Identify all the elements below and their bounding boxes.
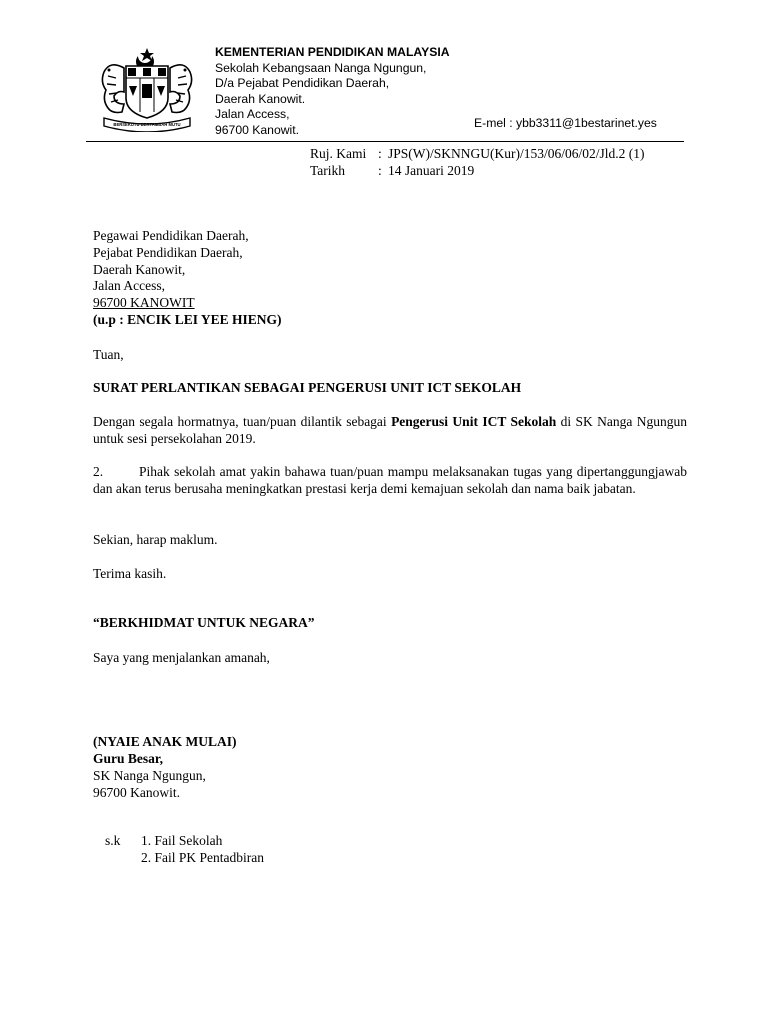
cc-item: 2. Fail PK Pentadbiran	[141, 850, 264, 865]
letterhead	[215, 45, 450, 139]
recipient-postcode: 96700 KANOWIT	[93, 295, 195, 311]
date-colon: :	[378, 163, 382, 178]
closing-notice: Sekian, harap maklum.	[93, 532, 218, 547]
cc-spacer	[105, 849, 141, 866]
crest-motto: BERSEKUTU BERTAMBAH MUTU	[113, 122, 181, 127]
slogan: “BERKHIDMAT UNTUK NEGARA”	[93, 615, 315, 630]
date-label: Tarikh	[310, 163, 346, 178]
para1-text: Dengan segala hormatnya, tuan/puan dilantik sebagai	[93, 414, 392, 429]
salutation: Tuan,	[93, 347, 124, 362]
address-line: Daerah Kanowit.	[215, 91, 306, 106]
ministry-name: KEMENTERIAN PENDIDIKAN MALAYSIA	[215, 45, 450, 59]
signatory-name: (NYAIE ANAK MULAI)	[93, 734, 237, 749]
letter-subject: SURAT PERLANTIKAN SEBAGAI PENGERUSI UNIT ICT SEKOLAH	[93, 380, 522, 395]
copy-to-block	[105, 832, 264, 866]
para2-text: Pihak sekolah amat yakin bahawa tuan/puan mampu melaksanakan tugas yang dipertanggungjawab dan akan terus berusaha meningkatkan prestasi kerja demi kemajuan sekolah dan nama baik jabatan.	[93, 464, 687, 496]
signatory-school: SK Nanga Ngungun,	[93, 768, 206, 783]
closing-thanks: Terima kasih.	[93, 566, 167, 581]
header-divider	[86, 141, 684, 142]
recipient-address	[93, 228, 282, 329]
recipient-line: Pegawai Pendidikan Daerah,	[93, 228, 249, 243]
recipient-line: Jalan Access,	[93, 278, 165, 294]
address-line: 96700 Kanowit.	[215, 122, 300, 137]
trust-line: Saya yang menjalankan amanah,	[93, 650, 270, 665]
address-line: Sekolah Kebangsaan Nanga Ngungun,	[215, 60, 427, 75]
reference-number: JPS(W)/SKNNGU(Kur)/153/06/06/02/Jld.2 (1)	[388, 146, 645, 161]
attention-line: (u.p : ENCIK LEI YEE HIENG)	[93, 311, 282, 327]
reference-label: Ruj. Kami	[310, 146, 367, 161]
appointment-role: Pengerusi Unit ICT Sekolah	[391, 414, 557, 429]
signature-block	[93, 733, 237, 801]
reference-block	[310, 145, 645, 179]
letter-date: 14 Januari 2019	[388, 163, 475, 178]
address-line: D/a Pejabat Pendidikan Daerah,	[215, 76, 390, 91]
recipient-line: Pejabat Pendidikan Daerah,	[93, 244, 243, 260]
cc-item: 1. Fail Sekolah	[141, 833, 223, 848]
cc-label: s.k	[105, 833, 121, 848]
paragraph-number: 2.	[93, 464, 104, 479]
email-address: E-mel : ybb3311@1bestarinet.yes	[474, 116, 657, 130]
coat-of-arms-icon	[92, 46, 202, 132]
para1-text-end: di SK Nanga Ngungun untuk sesi persekolahan 2019.	[93, 414, 687, 446]
signatory-postcode: 96700 Kanowit.	[93, 785, 180, 800]
paragraph-appointment	[93, 413, 687, 447]
paragraph-confidence	[93, 463, 687, 497]
signatory-title: Guru Besar,	[93, 751, 164, 766]
reference-colon: :	[378, 146, 382, 161]
recipient-line: Daerah Kanowit,	[93, 261, 186, 277]
address-line: Jalan Access,	[215, 107, 290, 122]
